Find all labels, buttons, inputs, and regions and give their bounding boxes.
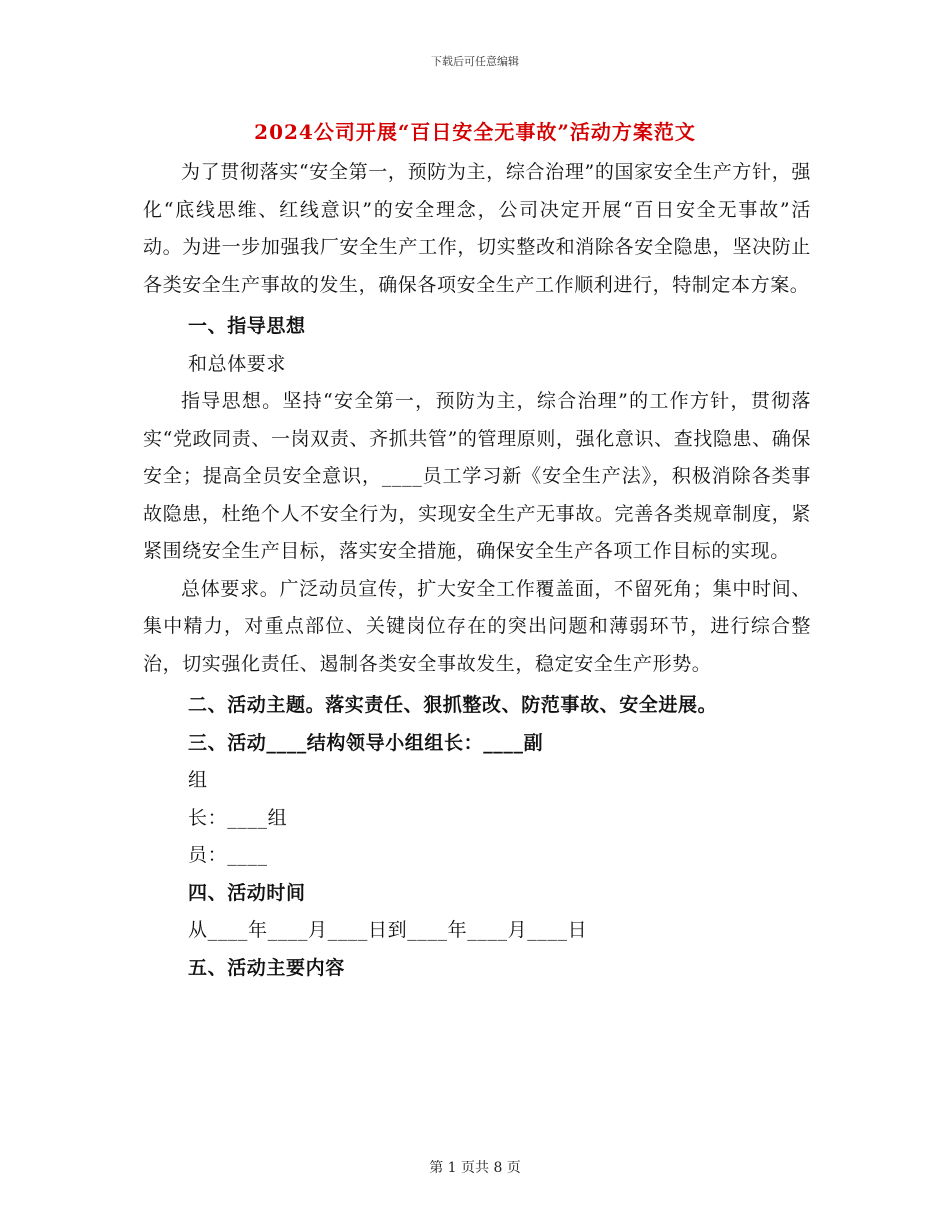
- section3-line3: 员：____: [188, 844, 268, 866]
- document-title: 2024公司开展“百日安全无事故”活动方案范文: [254, 120, 696, 144]
- guiding-ideology-paragraph: 指导思想。坚持“安全第一，预防为主，综合治理”的工作方针，贯彻落实“党政同责、一岗双责、齐抓共管”的管理原则，强化意识、查找隐患、确保安全；提高全员安全意识，____员工学习新《安全生产法》，积极消除各类事故隐患，杜绝个人不安全行为，实现安全生产无事故。完善各类规章制度，紧紧围绕安全生产目标，落实安全措施，确保安全生产各项工作目标的实现。: [143, 390, 811, 562]
- section5-heading: 五、活动主要内容: [188, 956, 345, 979]
- activity-dates: 从____年____月____日到____年____月____日: [188, 919, 588, 941]
- section3-heading: 三、活动____结构领导小组组长：____副: [188, 731, 544, 754]
- section1-subheading: 和总体要求: [188, 352, 287, 375]
- section3-line1: 组: [188, 769, 208, 791]
- page-header: 下载后可任意编辑: [431, 55, 519, 68]
- section1-heading: 一、指导思想: [188, 315, 306, 337]
- section2-heading: 二、活动主题。落实责任、狠抓整改、防范事故、安全进展。: [188, 694, 718, 716]
- section4-heading: 四、活动时间: [188, 881, 306, 904]
- document-body: [143, 154, 811, 987]
- general-requirements-paragraph: 总体要求。广泛动员宣传，扩大安全工作覆盖面，不留死角；集中时间、集中精力，对重点部位、关键岗位存在的突出问题和薄弱环节，进行综合整治，切实强化责任、遏制各类安全事故发生，稳定安全生产形势。: [143, 577, 811, 675]
- intro-paragraph: 为了贯彻落实“安全第一，预防为主，综合治理”的国家安全生产方针，强化“底线思维、红线意识”的安全理念，公司决定开展“百日安全无事故”活动。为进一步加强我厂安全生产工作，切实整改和消除各安全隐患，坚决防止各类安全生产事故的发生，确保各项安全生产工作顺利进行，特制定本方案。: [143, 161, 811, 296]
- section3-line2: 长：____组: [188, 806, 288, 829]
- page-footer: 第 1 页共 8 页: [429, 1160, 521, 1176]
